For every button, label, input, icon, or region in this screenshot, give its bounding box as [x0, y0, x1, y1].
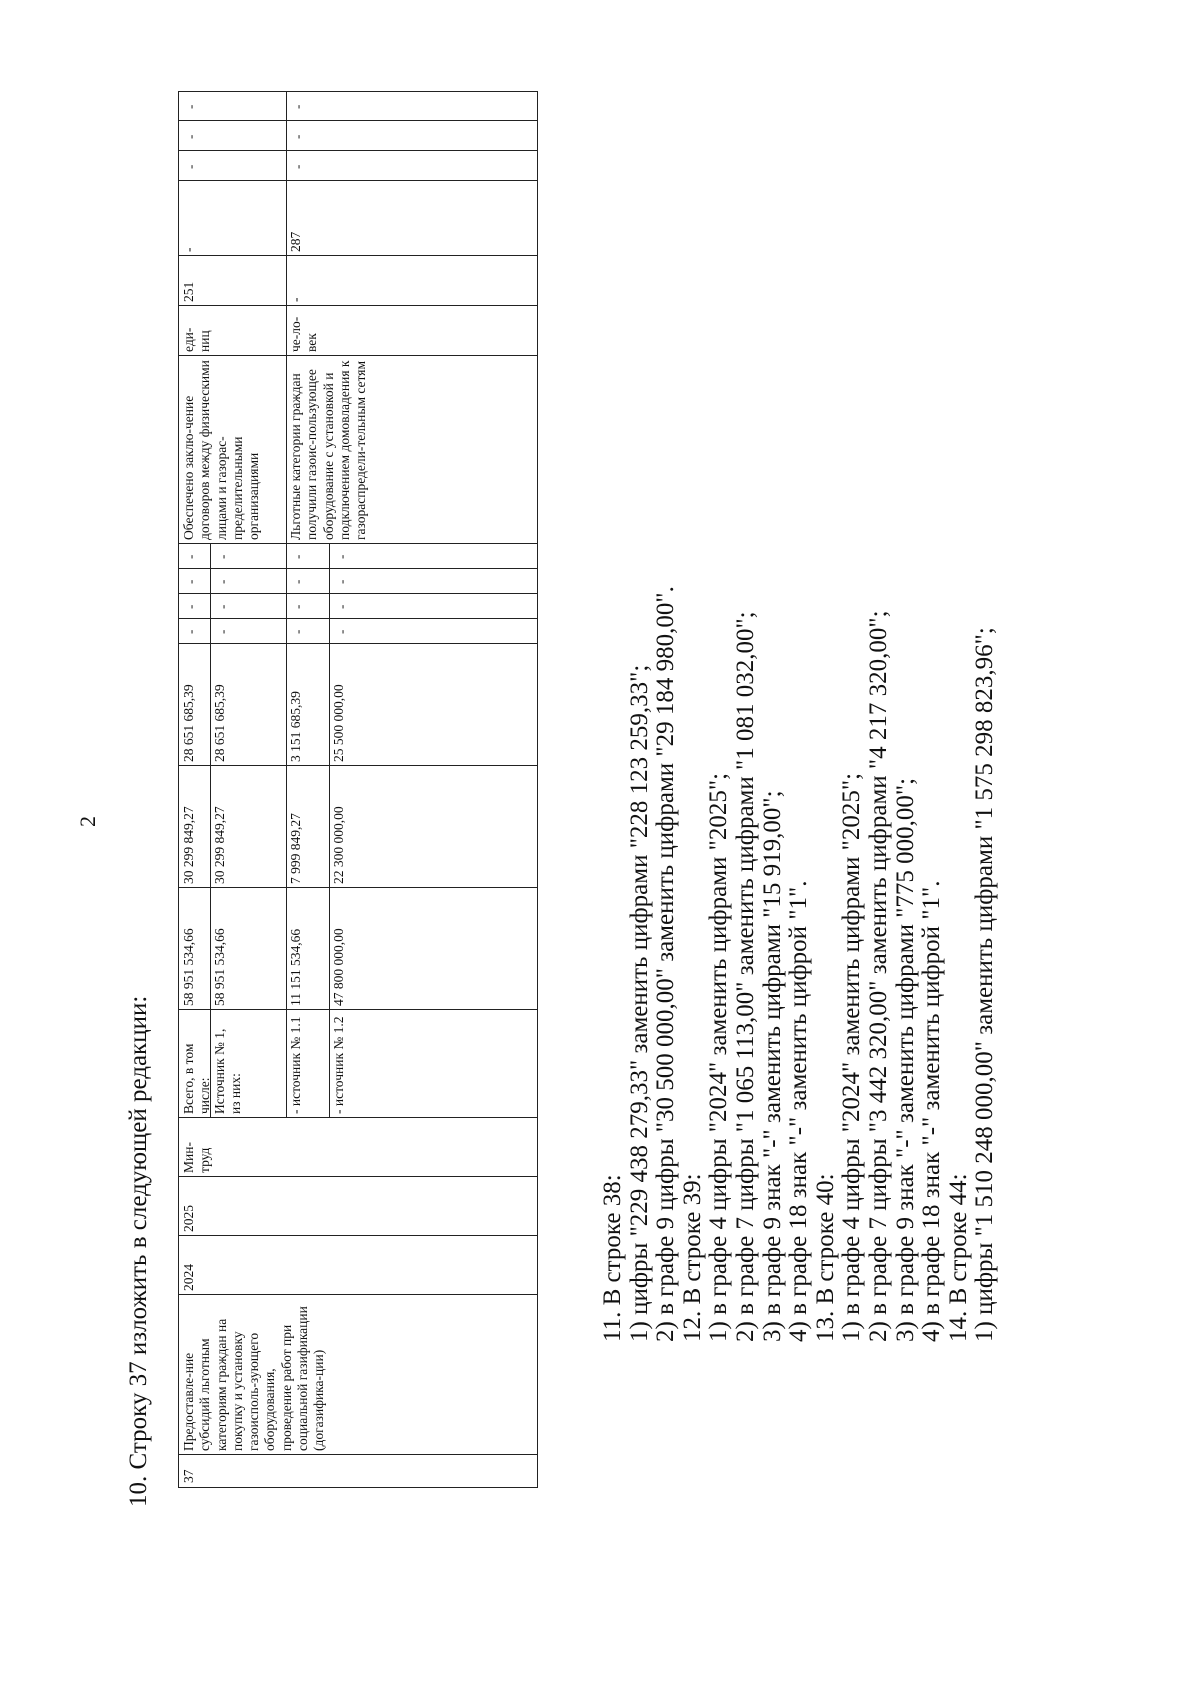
indicator-name: Обеспечено заклю-чение договоров между физическими лицами и газорас-пределительными организациями	[181, 360, 262, 540]
empty-value: -	[290, 604, 305, 609]
indicator-2024: 251	[181, 281, 196, 302]
empty-value: -	[215, 629, 230, 634]
page-number: 2	[75, 816, 100, 827]
empty-value: -	[334, 554, 349, 559]
source-total: 11 151 534,66	[288, 928, 303, 1006]
source-2025: 25 500 000,00	[331, 684, 346, 762]
empty-value: -	[290, 629, 305, 634]
empty-value: -	[183, 554, 198, 559]
source-2024: 30 299 849,27	[212, 806, 227, 884]
source-2024: 7 999 849,27	[288, 813, 303, 884]
executor: Мин-труд	[181, 1142, 213, 1173]
empty-value: -	[183, 134, 198, 139]
empty-value: -	[334, 604, 349, 609]
row-number: 37	[181, 1469, 196, 1483]
source-total: 58 951 534,66	[181, 928, 196, 1006]
source-label: - источник № 1.1	[288, 1016, 303, 1114]
source-2024: 22 300 000,00	[331, 806, 346, 884]
source-total: 47 800 000,00	[331, 928, 346, 1006]
list-item: 4) в графе 18 знак "-" заменить цифрой "1".	[785, 880, 813, 1342]
list-item: 4) в графе 18 знак "-" заменить цифрой "1".	[918, 880, 946, 1342]
source-label: - источник № 1.2	[331, 1016, 346, 1114]
source-2025: 28 651 685,39	[212, 684, 227, 762]
list-item: 13. В строке 40:	[811, 1173, 839, 1342]
empty-value: -	[334, 579, 349, 584]
indicator-2025: 287	[288, 231, 303, 252]
indicator-unit: еди-ниц	[181, 327, 213, 352]
indicator-2024: -	[288, 297, 303, 302]
source-label: Всего, в том числе:	[181, 1043, 213, 1114]
empty-value: -	[215, 579, 230, 584]
list-item: 1) цифры "1 510 248 000,00" заменить цифрами "1 575 298 823,96";	[971, 627, 999, 1342]
source-total: 58 951 534,66	[212, 928, 227, 1006]
list-item: 2) в графе 9 цифры "30 500 000,00" заменить цифрами "29 184 980,00".	[652, 586, 680, 1342]
empty-value: -	[215, 554, 230, 559]
amendments-list	[600, 586, 999, 1342]
list-item: 14. В строке 44:	[944, 1173, 972, 1342]
list-item: 3) в графе 9 знак "-" заменить цифрами "775 000,00";	[891, 777, 919, 1342]
empty-value: -	[215, 604, 230, 609]
empty-value: -	[183, 604, 198, 609]
year-start: 2024	[181, 1264, 196, 1291]
year-end: 2025	[181, 1205, 196, 1232]
empty-value: -	[183, 629, 198, 634]
list-item: 11. В строке 38:	[599, 1174, 626, 1342]
source-2025: 3 151 685,39	[288, 691, 303, 762]
empty-value: -	[183, 579, 198, 584]
list-item: 1) в графе 4 цифры "2024" заменить цифрами "2025";	[838, 772, 866, 1342]
empty-value: -	[290, 164, 305, 169]
source-2024: 30 299 849,27	[181, 806, 196, 884]
empty-value: -	[290, 104, 305, 109]
indicator-2025: -	[181, 247, 196, 252]
indicator-unit: че-ло-век	[288, 316, 320, 352]
empty-value: -	[183, 104, 198, 109]
source-2025: 28 651 685,39	[181, 684, 196, 762]
list-item: 1) цифры "229 438 279,33" заменить цифрами "228 123 259,33";	[625, 664, 653, 1342]
list-item: 12. В строке 39:	[678, 1173, 706, 1342]
empty-value: -	[183, 164, 198, 169]
empty-value: -	[290, 134, 305, 139]
section-heading: 10. Строку 37 изложить в следующей редакции:	[125, 995, 152, 1507]
program-table	[178, 91, 538, 1488]
empty-value: -	[290, 579, 305, 584]
event-name: Предоставле-ние субсидий льготным категориям граждан на покупку и установку газоисполь-зующего оборудования, проведение работ при социальной газификации (догазифика-ции)	[181, 1306, 327, 1451]
list-item: 1) в графе 4 цифры "2024" заменить цифрами "2025";	[705, 772, 733, 1342]
source-label: Источник № 1, из них:	[212, 1028, 244, 1114]
list-item: 3) в графе 9 знак "-" заменить цифрами "15 919,00";	[758, 790, 786, 1342]
empty-value: -	[290, 554, 305, 559]
list-item: 2) в графе 7 цифры "1 065 113,00" заменить цифрами "1 081 032,00";	[731, 611, 759, 1342]
list-item: 2) в графе 7 цифры "3 442 320,00" заменить цифрами "4 217 320,00";	[864, 610, 892, 1342]
empty-value: -	[334, 629, 349, 634]
indicator-name: Льготные категории граждан получили газоис-пользующее оборудование с установкой и подключением домовладения к газораспредели-тельным сетям	[288, 360, 369, 540]
